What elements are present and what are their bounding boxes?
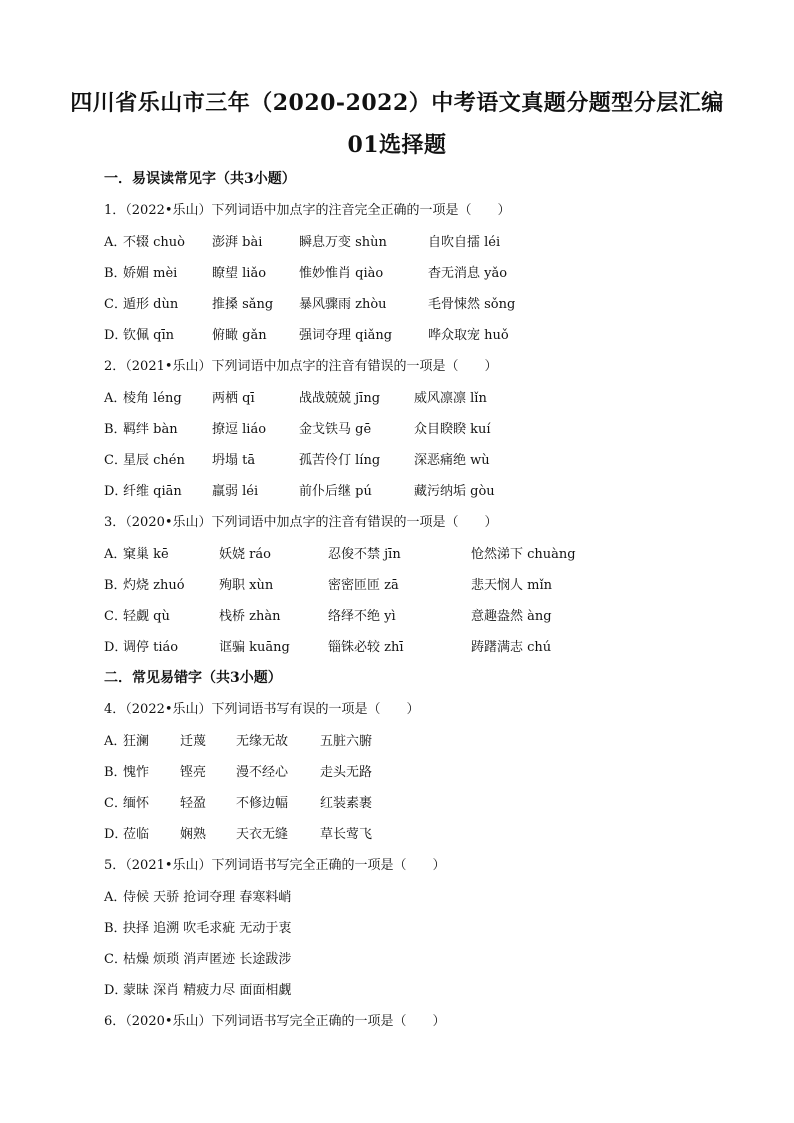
option-item: 惟妙惟肖 qiào xyxy=(299,266,384,281)
option-label: B． xyxy=(104,765,127,780)
option-item: 羸弱 léi xyxy=(212,484,259,499)
option-text: 抉择 追溯 吹毛求疵 无动于衷 xyxy=(123,921,292,936)
option-item: 两栖 qī xyxy=(212,391,255,406)
question-stem: 6．（2020•乐山）下列词语书写完全正确的一项是（ ） xyxy=(104,1014,446,1029)
option-item: 轻盈 xyxy=(180,796,207,811)
option-item: 撩逗 liáo xyxy=(212,422,267,437)
option-item: 星辰 chén xyxy=(123,453,185,468)
option-label: B． xyxy=(104,921,127,936)
option-label: D． xyxy=(104,328,128,343)
option-item: 迁蔑 xyxy=(180,734,207,749)
option-label: A． xyxy=(104,734,127,749)
option-item: 络绎不绝 yì xyxy=(328,609,396,624)
option-item: 漫不经心 xyxy=(236,765,289,780)
question-stem: 5．（2021•乐山）下列词语书写完全正确的一项是（ ） xyxy=(104,858,446,873)
option-item: 瞬息万变 shùn xyxy=(299,235,387,250)
option-item: 狂澜 xyxy=(123,734,150,749)
option-item: 栈桥 zhàn xyxy=(219,609,281,624)
option-item: 暴风骤雨 zhòu xyxy=(299,297,387,312)
option-label: D． xyxy=(104,827,128,842)
section-heading: 二．常见易错字（共3小题） xyxy=(104,670,282,686)
option-item: 意趣盎然 àng xyxy=(471,609,552,624)
option-item: 怆然涕下 chuàng xyxy=(471,547,576,562)
option-item: 哗众取宠 huǒ xyxy=(428,328,509,343)
document-subtitle: 01选择题 xyxy=(347,132,447,158)
question-stem: 4．（2022•乐山）下列词语书写有误的一项是（ ） xyxy=(104,702,420,717)
option-label: B． xyxy=(104,422,127,437)
option-label: A． xyxy=(104,235,127,250)
option-item: 孤苦伶仃 líng xyxy=(299,453,381,468)
option-item: 不辍 chuò xyxy=(123,235,185,250)
option-item: 调停 tiáo xyxy=(123,640,179,655)
option-item: 众目睽睽 kuí xyxy=(414,422,491,437)
option-item: 密密匝匝 zā xyxy=(328,578,399,593)
option-item: 踌躇满志 chú xyxy=(471,640,552,655)
option-item: 诓骗 kuāng xyxy=(219,640,290,655)
option-item: 自吹自擂 léi xyxy=(428,235,501,250)
option-item: 窠巢 kē xyxy=(123,547,169,562)
document-title: 四川省乐山市三年（2020-2022）中考语文真题分题型分层汇编 xyxy=(70,90,724,116)
option-item: 澎湃 bài xyxy=(212,235,263,250)
option-item: 草长莺飞 xyxy=(320,827,373,842)
option-item: 纤维 qiān xyxy=(123,484,182,499)
option-label: C． xyxy=(104,952,127,967)
option-item: 遁形 dùn xyxy=(123,297,179,312)
option-label: D． xyxy=(104,484,128,499)
section-heading: 一．易误读常见字（共3小题） xyxy=(104,171,296,187)
option-item: 瞭望 liǎo xyxy=(212,266,267,281)
option-item: 毛骨悚然 sǒng xyxy=(428,297,516,312)
option-item: 莅临 xyxy=(123,827,150,842)
option-item: 藏污纳垢 gòu xyxy=(414,484,495,499)
question-stem: 1．（2022•乐山）下列词语中加点字的注音完全正确的一项是（ ） xyxy=(104,203,511,218)
option-item: 威风凛凛 lǐn xyxy=(414,391,487,406)
option-item: 金戈铁马 gē xyxy=(299,422,372,437)
option-item: 娇媚 mèi xyxy=(123,266,178,281)
option-label: C． xyxy=(104,453,127,468)
question-stem: 3．（2020•乐山）下列词语中加点字的注音有错误的一项是（ ） xyxy=(104,515,498,530)
option-label: D． xyxy=(104,983,128,998)
option-item: 深恶痛绝 wù xyxy=(414,453,490,468)
option-label: B． xyxy=(104,266,127,281)
option-label: B． xyxy=(104,578,127,593)
option-item: 不修边幅 xyxy=(236,796,289,811)
option-item: 杳无消息 yǎo xyxy=(428,266,508,281)
option-label: C． xyxy=(104,609,127,624)
option-label: A． xyxy=(104,391,127,406)
option-item: 坍塌 tā xyxy=(212,453,256,468)
option-item: 铿亮 xyxy=(180,765,207,780)
option-item: 锱铢必较 zhī xyxy=(328,640,404,655)
option-label: D． xyxy=(104,640,128,655)
option-item: 俯瞰 gǎn xyxy=(212,328,267,343)
option-item: 走头无路 xyxy=(320,765,373,780)
option-item: 灼烧 zhuó xyxy=(123,578,185,593)
option-item: 忍俊不禁 jīn xyxy=(328,547,401,562)
option-item: 娴熟 xyxy=(180,827,207,842)
option-item: 棱角 léng xyxy=(123,391,182,406)
option-item: 缅怀 xyxy=(123,796,150,811)
option-item: 强词夺理 qiǎng xyxy=(299,328,393,343)
option-item: 天衣无缝 xyxy=(236,827,289,842)
option-item: 战战兢兢 jīng xyxy=(299,391,381,406)
option-label: C． xyxy=(104,297,127,312)
option-item: 悲天悯人 mǐn xyxy=(471,578,552,593)
option-item: 愧怍 xyxy=(123,765,150,780)
option-text: 蒙昧 深肖 精疲力尽 面面相觑 xyxy=(123,983,292,998)
option-item: 五脏六腑 xyxy=(320,734,373,749)
option-text: 枯燥 烦琐 消声匿迹 长途跋涉 xyxy=(123,952,292,967)
option-label: C． xyxy=(104,796,127,811)
option-item: 轻觑 qù xyxy=(123,609,170,624)
question-stem: 2．（2021•乐山）下列词语中加点字的注音有错误的一项是（ ） xyxy=(104,359,498,374)
option-item: 殉职 xùn xyxy=(219,578,274,593)
option-item: 前仆后继 pú xyxy=(299,484,372,499)
option-label: A． xyxy=(104,547,127,562)
option-label: A． xyxy=(104,890,127,905)
option-item: 妖娆 ráo xyxy=(219,547,271,562)
option-item: 羁绊 bàn xyxy=(123,422,178,437)
option-item: 红装素裹 xyxy=(320,796,373,811)
option-item: 推搡 sǎng xyxy=(212,297,274,312)
option-item: 钦佩 qīn xyxy=(123,328,174,343)
option-item: 无缘无故 xyxy=(236,734,289,749)
option-text: 侍候 天骄 抢词夺理 春寒料峭 xyxy=(123,890,292,905)
